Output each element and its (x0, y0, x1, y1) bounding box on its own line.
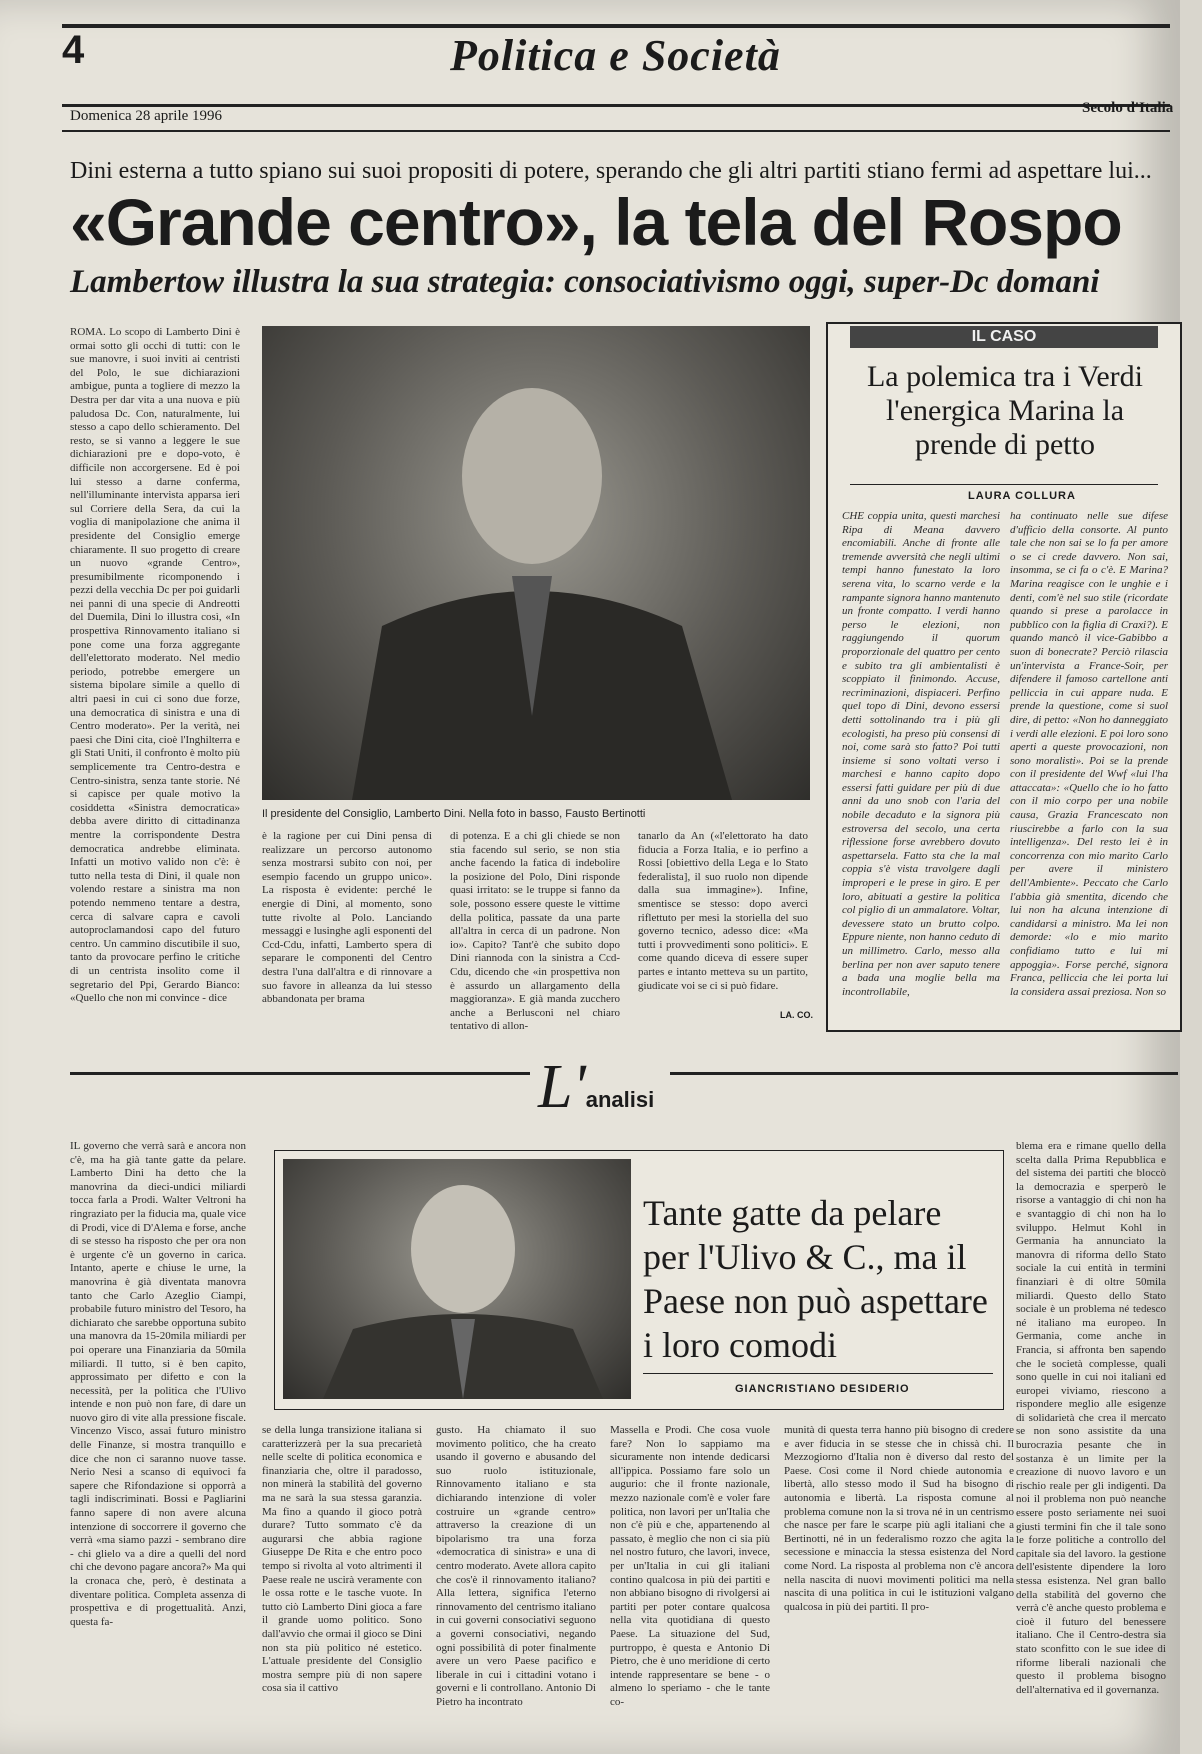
analisi-rule-right (670, 1072, 1178, 1075)
analisi-column-2: se della lunga transizione italiana si caratterizzerà per la sua precarietà nelle scelte di politica economica e finanziaria che, oltre il paradosso, non minerà la stabilità del governo ma ne sarà la sua stessa garanzia. Ma fino a quando il gioco potrà durare? Tutto sommato c'è da augurarsi che abbia ragione Giuseppe De Rita e che entro poco tempo si rivolta al voto altrimenti il Paese reale ne uscirà veramente con le ossa rotte e le tasche vuote. In tutto ciò Lamberto Dini gioca a fare il grande uomo politico. Sono dall'avvio che ormai il gioco se Dini non sta più politico né estetico. L'attuale presidente del Consiglio mostra sempre più di non sapere cosa sia il cattivo (262, 1424, 422, 1695)
analisi-column-3: gusto. Ha chiamato il suo movimento politico, che ha creato usando il governo e abusando del suo ruolo istituzionale, Rinnovamento italiano e sta dichiarando intenzione di voler costruire un «grande centro» attraverso la creazione di un bipolarismo tra una forza «democratica di sinistra» e una di centro moderato. Avete allora capito che cos'è il rinnovamento italiano? Alla lettera, significa l'eterno rinnovamento del centrismo italiano in cui governi consociativi seguono a governi consociativi, negando ogni possibilità di poter finalmente avere un vero Paese pacifico e liberale in cui i cittadini votano i governi e li controllano. Antonio Di Pietro ha incontrato (436, 1424, 596, 1708)
analisi-column-1: IL governo che verrà sarà e ancora non c'è, ma ha già tante gatte da pelare. Lamberto Dini ha detto che la manovrina da dieci-undici miliardi tocca farla a Prodi. Walter Veltroni ha ringraziato per la fiducia ma, quale vice di Prodi, vice di D'Alema e forse, anche di se stesso ha risposto che per ora non è urgente c'è un governo in carica. Intanto, aperte e chiuse le urne, la manovrina è già diventata manovra tanto che Carlo Azeglio Ciampi, probabile futuro ministro del Tesoro, ha dichiarato che sarebbe opportuna subito una manovra da 15-20mila miliardi per poi operare una Finanziaria da 50mila miliardi. Il tutto, si è ben capito, approssimato per difetto e con la necessità, per la politica che l'Ulivo intende e non può non fare, di dare un nuovo giro di vite alla pressione fiscale. Vincenzo Visco, assai futuro ministro delle Finanze, si mostra tranquillo e dice che non ci saranno nuove tasse. Nerio Nesi a scanso di equivoci fa sapere che Rifondazione si opporrà a tagli indiscriminati. Bossi e Pagliarini fanno sapere di non avere alcuna intenzione di soccorrere il governo che verrà «ma siamo pazzi - sembrano dire - chi glielo va a dire a quelli del nord chi che devono pagare ancora?» Ma qui la cronaca che, però, è destinata a diventare politica. Completa assenza di prospettiva e di progettualità. Anzi, questa fa- (70, 1140, 246, 1628)
bertinotti-figure (283, 1159, 631, 1399)
il-caso-rule (850, 484, 1158, 485)
analisi-rule-left (70, 1072, 530, 1075)
header-rule-lower (62, 130, 1170, 132)
article-subhead: Lambertow illustra la sua strategia: consociativismo oggi, super-Dc domani (70, 264, 1100, 300)
bertinotti-photo (283, 1159, 631, 1399)
analisi-section-label (538, 1052, 654, 1123)
top-rule (62, 24, 1170, 28)
dini-photo (262, 326, 810, 800)
analisi-column-4: Massella e Prodi. Che cosa vuole fare? Non lo sappiamo ma sicuramente non intende dedicarsi all'ippica. Possiamo fare solo un augurio: che il fronte nazionale, mezzo nazionale com'è e voler fare politica, non lavori per un'Italia che non c'è più e che, appartenendo al passato, è meglio che non ci sia più nel nostro futuro, che lavori, invece, per un'Italia in cui gli italiani contino qualcosa in più dei partiti e non abbiano bisogno di rivolgersi ai partiti per poter contare qualcosa nella vita quotidiana di questo Paese. La situazione del Sud, purtroppo, è questa e Antonio Di Pietro, che è uno meridione di certo intende rappresentare se bene - o almeno lo speriamo - che le tante co- (610, 1424, 770, 1708)
article-column-3: di potenza. E a chi gli chiede se non stia facendo sul serio, se non stia anche facendo la fatica di indebolire la posizione del Polo, Dini risponde quasi irritato: se le truppe si fanno da sole, possono essere queste le vittime della politica, passate da una parte all'altra in cerca di un padrone. Non io». Capito? Tant'è che subito dopo Dini riannoda con la sinistra a Ccd-Cdu, dicendo che «in prospettiva non è assurdo un allargamento della maggioranza». E già manda zucchero anche a Berlusconi nel chiaro tentativo di allon- (450, 830, 620, 1033)
il-caso-column-1: CHE coppia unita, questi marchesi Ripa di Meana davvero encomiabili. Anche di fronte alle tremende avversità che negli ultimi tempi hanno funestato la loro serena vita, lo scarno verde e la rampante signora hanno mantenuto un fronte compatto. I verdi hanno perso le elezioni, non raggiungendo il quorum proporzionale del quattro per cento e subito tra gli ambientalisti è scoppiato il finimondo. Accuse, recriminazioni, dispiaceri. Perfino quel topo di Dini, devono essersi detti sottolinando tra i più gli ecologisti, ha preso più consensi di noi, come sarà sto fatto? Poi tutti insieme si sono voltati verso i marchesi e hanno capito dopo essersi fatti guidare per più di due anni da uno snob con l'aria del nobile decaduto e la signora più estroversa del secolo, una certa riflessione forse avrebbero dovuto aspettarsela. Fatto sta che la mal coppia s'è vista travolgere dagli improperi e le prese in giro. E per loro, abituati a gestire la politica col piglio di un ammalatore. Voltar, devessere stato un brutto colpo. Eppure niente, non hanno ceduto di un millimetro. Carlo, messo alla berlina per non aver saputo tenere a bada una moglie bella ma incontrollabile, (842, 510, 1000, 998)
il-caso-label: IL CASO (850, 326, 1158, 348)
header-rule (62, 104, 1170, 107)
section-title: Politica e Società (450, 31, 781, 80)
article-headline: «Grande centro», la tela del Rospo (70, 185, 1122, 259)
issue-date: Domenica 28 aprile 1996 (70, 108, 223, 124)
portrait-figure (262, 326, 810, 800)
analisi-column-5: munità di questa terra hanno più bisogno di credere e aver fiducia in se stesse che in chissà chi. Il Mezzogiorno d'Italia non è diverso dal resto del Paese. Così come il Nord chiede autonomia e libertà, allo stesso modo il Sud ha bisogno di autonomia e libertà. La risposta comune al problema comune non la si trova né in un centrismo che nasce per fare le scarpe più agli italiani che a Bertinotti, né in un federalismo rozzo che agita la secessione e minaccia la stessa esistenza del Nord come Nord. La risposta al problema non c'è ancora nella nascita di nuovi movimenti politici ma nella nascita di una politica in cui le istituzioni valgano qualcosa in più dei partiti. Il pro- (784, 1424, 1014, 1613)
article-column-1: ROMA. Lo scopo di Lamberto Dini è ormai sotto gli occhi di tutti: con le sue manovre, i suoi inviti ai centristi del Polo, le sue dichiarazioni ambigue, punta a togliere di mezzo la Destra per dar vita a una nuova e più paludosa Dc. Con, naturalmente, lui stesso a capo dello schieramento. Del resto, se si vanno a leggere le sue dichiarazioni pre e dopo-voto, è difficile non accorgersene. Ed è poi lui stesso a darne conferma, nell'illuminante intervista apparsa ieri sul Corriere della Sera, da cui la voglia di manipolazione che anima il presidente del Consiglio emerge chiaramente. Il suo progetto di creare un nuovo «grande Centro», presumibilmente ricomponendo i pezzi della vecchia Dc per poi guidarli nei panni di una specie di Andreotti del Duemila, Dini lo illustra così, «In prospettiva Rinnovamento italiano si pone come una forza aggregante dell'elettorato moderato. Nel medio periodo, potrebbe emergere un sistema bipolare simile a quello di altri paesi in cui ci sono due forze, una democratica di sinistra e una di Centro moderato». Per la verità, nei paesi che Dini cita, cioè l'Inghilterra e gli Stati Uniti, il confronto è molto più semplicemente tra Centro-destra e Centro-sinistra, senza tante storie. Né si capisce per quale motivo la cosiddetta «Sinistra democratica» debba avere diritto di cittadinanza mentre la corrispondente Destra democratica andrebbe eliminata. Infatti un motivo valido non c'è: è tutto nella testa di Dini, il quale non volendo restare a sinistra ma non potendo nemmeno tentare a destra, cerca di salvare capra e cavoli autoproclamandosi capo del futuro centro. Un cammino discutibile il suo, tanto da provocare perfino le critiche di un centrista insolito come il segretario del Ppi, Gerardo Bianco: «Quello che non mi convince - dice (70, 326, 240, 1005)
analisi-pull-quote: Tante gatte da pelare per l'Ulivo & C., ma il Paese non può aspettare i loro comodi (643, 1193, 988, 1365)
masthead: Secolo d'Italia (1082, 100, 1174, 116)
analisi-word: analisi (585, 1087, 655, 1112)
il-caso-box (826, 322, 1182, 1032)
article-column-4: tanarlo da An («l'elettorato ha dato fiducia a Forza Italia, e io perfino a Rossi [obiettivo della Lega e lo Stato federalista], il suo ruolo non dipende dalla sua immagine»). Infine, smentisce se stesso: dopo averci riflettuto per mesi la storiella del suo governo tecnico, adesso dice: «Ma tutti i provvedimenti sono politici». E come quando diceva di essere super partes e intanto metteva su un partito, giudicate voi se ci si può fidare. (638, 830, 808, 992)
page-number: 4 (62, 28, 85, 72)
il-caso-column-2: ha continuato nelle sue difese d'ufficio della consorte. Al punto tale che non sai se lo fa per amore o se ci crede davvero. Non sai, insomma, se ci fa o c'è. E Marina? Marina reagisce con le unghie e i denti, com'è nel suo stile (ricordate quando si prese a parolacce in pubblico con la figlia di Craxi?). E quando mancò il vice-Gabibbo a suon di bonecrate? Perciò rilascia un'intervista a France-Soir, per difendere il famoso cartellone anti pelliccia in cui appare nuda. E prende la questione, come si suol dire, di petto: «Non ho danneggiato i verdi alle elezioni. E poi loro sono aperti a queste provocazioni, non sono moralisti». Poi se la prende con il presidente del Wwf «lui l'ha attaccata»: «Quello che io ho fatto con il mio corpo per una nobile causa, Grazia Francescato non riuscirebbe a farlo con la sua intelligenza». Del resto lei è in concorrenza con mio marito Carlo per avere il ministero dell'Ambiente». Peccato che Carlo l'abbia già smentita, dicendo che lui non ha alcuna intenzione di candidarsi a ministro. Ma lei non demorde: «lo e mio marito confidiamo tutto e lui mi appoggia». Forse perché, signora Franca, pelliccia che lei porta lui la considera assai preziosa. Non so (1010, 510, 1168, 998)
il-caso-byline: LAURA COLLURA (968, 490, 1076, 502)
analisi-photo-box (274, 1150, 1004, 1410)
article-kicker: Dini esterna a tutto spiano sui suoi propositi di potere, sperando che gli altri partiti stiano fermi ad aspettare lui... (70, 158, 1152, 184)
analisi-byline-rule (643, 1373, 993, 1374)
analisi-byline: GIANCRISTIANO DESIDERIO (735, 1383, 910, 1395)
photo-caption: Il presidente del Consiglio, Lamberto Dini. Nella foto in basso, Fausto Bertinotti (262, 808, 646, 820)
analisi-column-6: blema era e rimane quello della scelta dalla Prima Repubblica e del sistema dei partiti che bloccò la democrazia e sperperò le risorse a vantaggio di chi non ha e svantaggio di chi non ha lo sviluppo. Helmut Kohl in Germania ha annunciato la manovra di riforma dello Stato sociale la cui entità in termini finanziari è di oltre 50mila miliardi. Questo dello Stato sociale è un problema né tedesco né italiano ma europeo. In Germania, come anche in Francia, si affronta ben sapendo che le società complesse, quali sono quelle in cui noi italiani ed europei viviamo, riescono a rispondere meglio alle esigenze di solidarietà che crea il mercato se non sono assistite da una burocrazia pesante che in sostanza è un limite per la creazione di nuovo lavoro e un rischio reale per gli indigenti. Da noi il problema non può neanche essere posto seriamente nei suoi giusti termini fin che il tale sono le forze politiche a controllo del capitale sia del lavoro. la gestione dell'esistente dipendere la loro stessa esistenza. Nel gran ballo della stabilità del governo che verrà c'è anche questo problema e cioè il futuro del benessere italiano. Che il Centro-destra sia stato sconfitto con le sue idee di riforme liberali nazionali che questo il problema bisogno dell'alternativa ed il governanza. (1016, 1140, 1166, 1696)
il-caso-title: La polemica tra i Verdi l'energica Marina la prende di petto (866, 360, 1143, 461)
article-column-2: è la ragione per cui Dini pensa di realizzare un percorso autonomo senza mostrarsi subito con noi, per esempio facendo un gruppo unico». La risposta è evidente: perché le energie di Dini, al momento, sono tutte rivolte al Polo. Lanciando messaggi e lusinghe agli esponenti del Ccd-Cdu, infatti, Lamberto spera di separare le componenti del Centro destra l'una dall'altra e di rinnovare a suo favore in alleanza da lui stesso abbandonata per brama (262, 830, 432, 1006)
analisi-letter: L' (538, 1053, 586, 1121)
article-initials: LA. CO. (780, 1010, 813, 1020)
